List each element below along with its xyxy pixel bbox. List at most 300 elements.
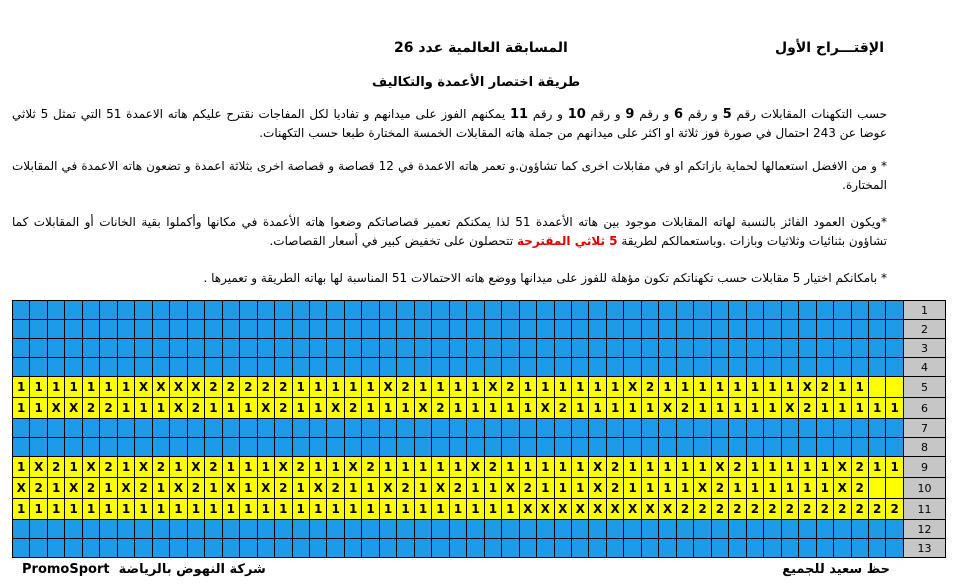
grid-cell [135, 419, 152, 438]
grid-cell: X [117, 478, 134, 499]
grid-cell [414, 419, 431, 438]
method-subtitle: طريقة اختصار الأعمدة والتكاليف [372, 75, 581, 90]
grid-cell [309, 301, 326, 320]
grid-cell [152, 419, 169, 438]
grid-cell [589, 539, 606, 558]
grid-cell: 1 [309, 499, 326, 520]
grid-cell [344, 339, 361, 358]
grid-cell [606, 339, 623, 358]
grid-cell: 1 [309, 457, 326, 478]
grid-cell [467, 301, 484, 320]
grid-cell [222, 358, 239, 377]
grid-cell [484, 438, 501, 457]
grid-cell [711, 358, 728, 377]
grid-cell [30, 339, 47, 358]
grid-cell: X [222, 478, 239, 499]
grid-cell [449, 358, 466, 377]
grid-cell: 1 [746, 457, 763, 478]
grid-cell: X [554, 499, 571, 520]
grid-cell [729, 520, 746, 539]
grid-cell: 1 [257, 457, 274, 478]
grid-cell [30, 301, 47, 320]
row-number: 8 [903, 438, 945, 457]
grid-cell [47, 339, 64, 358]
grid-cell [589, 438, 606, 457]
grid-cell [30, 438, 47, 457]
grid-cell [834, 301, 851, 320]
grid-cell [449, 539, 466, 558]
grid-cell [641, 539, 658, 558]
grid-cell [362, 339, 379, 358]
grid-cell [432, 520, 449, 539]
grid-cell [659, 320, 676, 339]
p3-highlight: 5 ثلاثي المقترحة [516, 234, 618, 248]
grid-cell: 1 [432, 499, 449, 520]
grid-cell: 2 [606, 457, 623, 478]
grid-cell [676, 438, 693, 457]
grid-cell [222, 320, 239, 339]
grid-cell [187, 339, 204, 358]
grid-cell [187, 320, 204, 339]
grid-cell [764, 358, 781, 377]
grid-cell [327, 358, 344, 377]
grid-cell [572, 438, 589, 457]
grid-cell [135, 539, 152, 558]
grid-cell [222, 339, 239, 358]
grid-cell [641, 320, 658, 339]
grid-cell [729, 320, 746, 339]
grid-cell [362, 320, 379, 339]
grid-cell [659, 520, 676, 539]
grid-cell [135, 301, 152, 320]
grid-cell [205, 339, 222, 358]
grid-cell [222, 539, 239, 558]
grid-cell [641, 419, 658, 438]
grid-cell [309, 358, 326, 377]
grid-cell [205, 438, 222, 457]
grid-cell [187, 358, 204, 377]
grid-cell [694, 419, 711, 438]
grid-cell [257, 419, 274, 438]
grid-cell [275, 301, 292, 320]
grid-cell [65, 320, 82, 339]
grid-cell [711, 320, 728, 339]
grid-cell [746, 539, 763, 558]
grid-cell [432, 358, 449, 377]
grid-cell [205, 419, 222, 438]
grid-cell [868, 520, 885, 539]
grid-cell: 2 [100, 457, 117, 478]
grid-cell [764, 438, 781, 457]
grid-cell [868, 301, 885, 320]
grid-cell: 1 [816, 457, 833, 478]
grid-cell [799, 438, 816, 457]
grid-cell [100, 339, 117, 358]
grid-cell [327, 520, 344, 539]
grid-cell: 2 [868, 499, 885, 520]
grid-cell: X [589, 499, 606, 520]
grid-cell [467, 539, 484, 558]
grid-cell [694, 539, 711, 558]
grid-cell [100, 320, 117, 339]
grid-cell: 1 [240, 499, 257, 520]
grid-cell [170, 339, 187, 358]
grid-cell [414, 320, 431, 339]
grid-cell [414, 438, 431, 457]
grid-cell [135, 339, 152, 358]
grid-cell: 1 [65, 377, 82, 398]
grid-cell [292, 438, 309, 457]
grid-cell [275, 539, 292, 558]
grid-cell [624, 339, 641, 358]
p1-match-6: 6 [674, 107, 684, 122]
grid-cell: 2 [187, 478, 204, 499]
grid-cell [362, 419, 379, 438]
grid-cell [659, 438, 676, 457]
grid-cell: X [537, 398, 554, 419]
grid-cell: 1 [519, 398, 536, 419]
grid-cell: 2 [711, 478, 728, 499]
grid-cell [344, 539, 361, 558]
grid-cell: 1 [82, 377, 99, 398]
grid-cell [47, 358, 64, 377]
grid-cell [379, 419, 396, 438]
grid-cell: X [502, 478, 519, 499]
grid-cell: 1 [117, 398, 134, 419]
grid-cell [362, 301, 379, 320]
grid-cell [781, 539, 798, 558]
grid-cell [659, 539, 676, 558]
grid-cell [764, 339, 781, 358]
grid-cell [746, 358, 763, 377]
grid-cell: 1 [170, 457, 187, 478]
grid-cell: 1 [589, 398, 606, 419]
grid-cell [659, 339, 676, 358]
grid-cell [257, 339, 274, 358]
grid-cell: X [65, 398, 82, 419]
grid-cell [309, 419, 326, 438]
grid-cell [449, 419, 466, 438]
grid-cell [816, 358, 833, 377]
grid-cell [886, 377, 903, 398]
grid-cell: 1 [484, 499, 501, 520]
grid-cell [868, 419, 885, 438]
grid-cell: 2 [292, 457, 309, 478]
grid-cell [641, 520, 658, 539]
grid-cell [781, 419, 798, 438]
row-number: 6 [903, 398, 945, 419]
grid-cell: X [170, 478, 187, 499]
grid-cell [554, 520, 571, 539]
grid-cell: 2 [222, 377, 239, 398]
grid-cell [379, 520, 396, 539]
grid-cell [868, 358, 885, 377]
grid-cell: 1 [135, 499, 152, 520]
grid-cell [537, 320, 554, 339]
grid-cell [606, 520, 623, 539]
grid-cell [799, 358, 816, 377]
grid-cell [519, 539, 536, 558]
grid-cell [13, 358, 30, 377]
grid-cell [851, 301, 868, 320]
grid-cell [572, 301, 589, 320]
grid-cell: 2 [100, 398, 117, 419]
grid-cell [886, 419, 903, 438]
grid-cell [589, 301, 606, 320]
grid-cell: 1 [240, 457, 257, 478]
grid-cell [292, 520, 309, 539]
grid-cell [100, 419, 117, 438]
grid-cell: 1 [170, 499, 187, 520]
grid-cell: X [82, 457, 99, 478]
grid-cell [275, 320, 292, 339]
grid-cell [834, 320, 851, 339]
grid-cell [641, 339, 658, 358]
row-number: 5 [903, 377, 945, 398]
company-name: شركة النهوض بالرياضة [118, 562, 266, 577]
grid-cell: 2 [205, 457, 222, 478]
grid-cell: 1 [65, 457, 82, 478]
grid-cell [13, 539, 30, 558]
grid-cell: 1 [746, 398, 763, 419]
grid-cell: 1 [537, 377, 554, 398]
grid-cell [467, 419, 484, 438]
grid-cell [676, 539, 693, 558]
row-number: 2 [903, 320, 945, 339]
grid-cell [205, 358, 222, 377]
p1-match-10: 10 [567, 107, 586, 122]
grid-cell [257, 358, 274, 377]
grid-cell: 1 [467, 377, 484, 398]
grid-cell: 2 [362, 457, 379, 478]
grid-cell: 1 [868, 457, 885, 478]
grid-cell: 2 [641, 377, 658, 398]
grid-cell: 1 [432, 457, 449, 478]
grid-cell: 1 [397, 398, 414, 419]
grid-cell: X [309, 478, 326, 499]
grid-cell: X [624, 499, 641, 520]
grid-cell [13, 438, 30, 457]
grid-cell [240, 539, 257, 558]
grid-cell [327, 438, 344, 457]
grid-cell [327, 301, 344, 320]
grid-cell: X [834, 457, 851, 478]
grid-cell: 1 [414, 499, 431, 520]
grid-cell [764, 419, 781, 438]
grid-cell [170, 301, 187, 320]
grid-cell: 1 [502, 499, 519, 520]
grid-cell: 1 [519, 377, 536, 398]
grid-cell [572, 339, 589, 358]
grid-cell [205, 301, 222, 320]
grid-cell [886, 478, 903, 499]
grid-cell: 1 [641, 398, 658, 419]
grid-cell: X [711, 457, 728, 478]
grid-cell [537, 301, 554, 320]
grid-row [13, 520, 946, 539]
grid-cell [554, 438, 571, 457]
grid-cell [240, 520, 257, 539]
grid-cell: 1 [868, 398, 885, 419]
grid-cell: 2 [694, 499, 711, 520]
grid-cell [292, 419, 309, 438]
grid-cell [729, 339, 746, 358]
grid-cell [606, 320, 623, 339]
grid-cell: 1 [694, 457, 711, 478]
grid-cell [240, 358, 257, 377]
grid-cell [519, 358, 536, 377]
grid-cell: 2 [799, 499, 816, 520]
row-number: 10 [903, 478, 945, 499]
grid-cell [834, 358, 851, 377]
grid-cell [414, 520, 431, 539]
grid-cell [816, 320, 833, 339]
grid-cell [781, 358, 798, 377]
grid-cell [30, 520, 47, 539]
grid-cell: 1 [659, 478, 676, 499]
grid-cell: 1 [13, 499, 30, 520]
grid-cell [170, 358, 187, 377]
grid-cell [834, 419, 851, 438]
grid-cell [240, 419, 257, 438]
grid-cell [519, 438, 536, 457]
grid-cell [187, 539, 204, 558]
grid-cell: 1 [240, 398, 257, 419]
grid-cell [781, 520, 798, 539]
grid-cell [868, 339, 885, 358]
grid-cell [624, 438, 641, 457]
grid-cell [764, 539, 781, 558]
grid-cell: 1 [344, 499, 361, 520]
grid-cell [537, 419, 554, 438]
grid-cell: 1 [344, 377, 361, 398]
grid-cell [222, 301, 239, 320]
grid-cell [694, 320, 711, 339]
grid-cell [65, 539, 82, 558]
grid-cell: 1 [327, 377, 344, 398]
grid-cell: 1 [729, 377, 746, 398]
grid-cell [572, 358, 589, 377]
grid-cell [502, 539, 519, 558]
grid-cell [694, 438, 711, 457]
grid-cell [572, 520, 589, 539]
grid-cell [694, 520, 711, 539]
grid-cell [240, 301, 257, 320]
grid-cell: 1 [432, 377, 449, 398]
grid-cell: 2 [729, 499, 746, 520]
grid-cell [327, 320, 344, 339]
grid-cell [851, 520, 868, 539]
grid-cell: 1 [449, 499, 466, 520]
grid-cell [292, 301, 309, 320]
grid-cell: 2 [851, 457, 868, 478]
row-number: 12 [903, 520, 945, 539]
grid-cell [589, 358, 606, 377]
grid-cell [799, 419, 816, 438]
grid-cell [519, 320, 536, 339]
grid-cell: 1 [659, 377, 676, 398]
grid-cell: 1 [484, 398, 501, 419]
grid-cell: 2 [449, 478, 466, 499]
grid-cell: 1 [222, 457, 239, 478]
grid-row [13, 539, 946, 558]
grid-cell: 2 [397, 377, 414, 398]
grid-cell: 1 [379, 499, 396, 520]
grid-cell [554, 358, 571, 377]
grid-cell: 1 [414, 478, 431, 499]
grid-cell: 1 [152, 478, 169, 499]
grid-cell: 1 [519, 457, 536, 478]
grid-cell: 1 [711, 377, 728, 398]
grid-cell [397, 301, 414, 320]
grid-cell [344, 320, 361, 339]
grid-cell [694, 339, 711, 358]
grid-cell [240, 320, 257, 339]
grid-cell: 1 [799, 457, 816, 478]
grid-cell [537, 438, 554, 457]
grid-cell: 1 [117, 377, 134, 398]
grid-cell: 1 [449, 398, 466, 419]
grid-cell: 1 [554, 478, 571, 499]
grid-cell: 2 [275, 478, 292, 499]
grid-cell [397, 358, 414, 377]
grid-cell: 1 [694, 398, 711, 419]
grid-row [13, 398, 946, 419]
grid-cell: 2 [834, 499, 851, 520]
grid-cell [205, 539, 222, 558]
grid-cell [379, 438, 396, 457]
grid-cell [589, 520, 606, 539]
grid-cell [275, 419, 292, 438]
grid-cell [554, 539, 571, 558]
grid-cell [711, 339, 728, 358]
grid-cell: 2 [135, 478, 152, 499]
grid-cell [606, 539, 623, 558]
grid-cell [886, 539, 903, 558]
grid-row [13, 478, 946, 499]
grid-cell: 1 [484, 478, 501, 499]
grid-cell [868, 438, 885, 457]
grid-cell: 1 [379, 457, 396, 478]
grid-cell [432, 320, 449, 339]
grid-cell [47, 539, 64, 558]
grid-cell [47, 301, 64, 320]
grid-cell [47, 520, 64, 539]
brand-footer [22, 562, 266, 577]
grid-cell [606, 419, 623, 438]
grid-cell: X [537, 499, 554, 520]
grid-cell [397, 539, 414, 558]
grid-cell [117, 358, 134, 377]
grid-cell [519, 339, 536, 358]
grid-cell: 1 [275, 499, 292, 520]
grid-cell [135, 358, 152, 377]
grid-cell [275, 520, 292, 539]
grid-cell: 1 [152, 499, 169, 520]
grid-cell [868, 320, 885, 339]
grid-cell [799, 520, 816, 539]
grid-cell: 1 [397, 457, 414, 478]
grid-cell [257, 438, 274, 457]
grid-cell: 2 [240, 377, 257, 398]
grid-cell: X [65, 478, 82, 499]
grid-cell: 1 [676, 457, 693, 478]
grid-cell: X [135, 377, 152, 398]
p1-text-1: حسب التكهنات المقابلات رقم [736, 107, 887, 121]
grid-cell [344, 438, 361, 457]
grid-cell [554, 301, 571, 320]
grid-cell [554, 419, 571, 438]
